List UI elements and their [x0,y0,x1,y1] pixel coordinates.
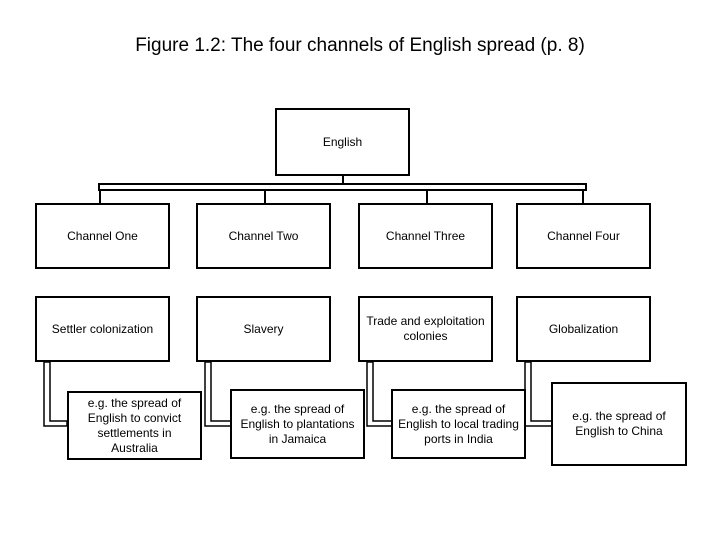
example-australia-box: e.g. the spread of English to convict settlements in Australia [67,391,202,460]
elbow-connector-one [44,362,67,426]
bus-connector [99,184,586,190]
example-jamaica-box: e.g. the spread of English to plantations in Jamaica [230,389,365,459]
channel-one-box: Channel One [35,203,170,269]
channel-two-box: Channel Two [196,203,331,269]
elbow-connector-two [205,362,232,426]
english-node: English [275,108,410,176]
trade-colonies-box: Trade and exploitation colonies [358,296,493,362]
elbow-connector-three [367,362,392,426]
channel-four-box: Channel Four [516,203,651,269]
elbow-connector-four [525,362,552,426]
settler-colonization-box: Settler colonization [35,296,170,362]
example-china-box: e.g. the spread of English to China [551,382,687,466]
globalization-box: Globalization [516,296,651,362]
example-india-box: e.g. the spread of English to local trading ports in India [391,389,526,459]
slavery-box: Slavery [196,296,331,362]
channel-three-box: Channel Three [358,203,493,269]
figure-title: Figure 1.2: The four channels of English spread (p. 8) [135,35,585,56]
